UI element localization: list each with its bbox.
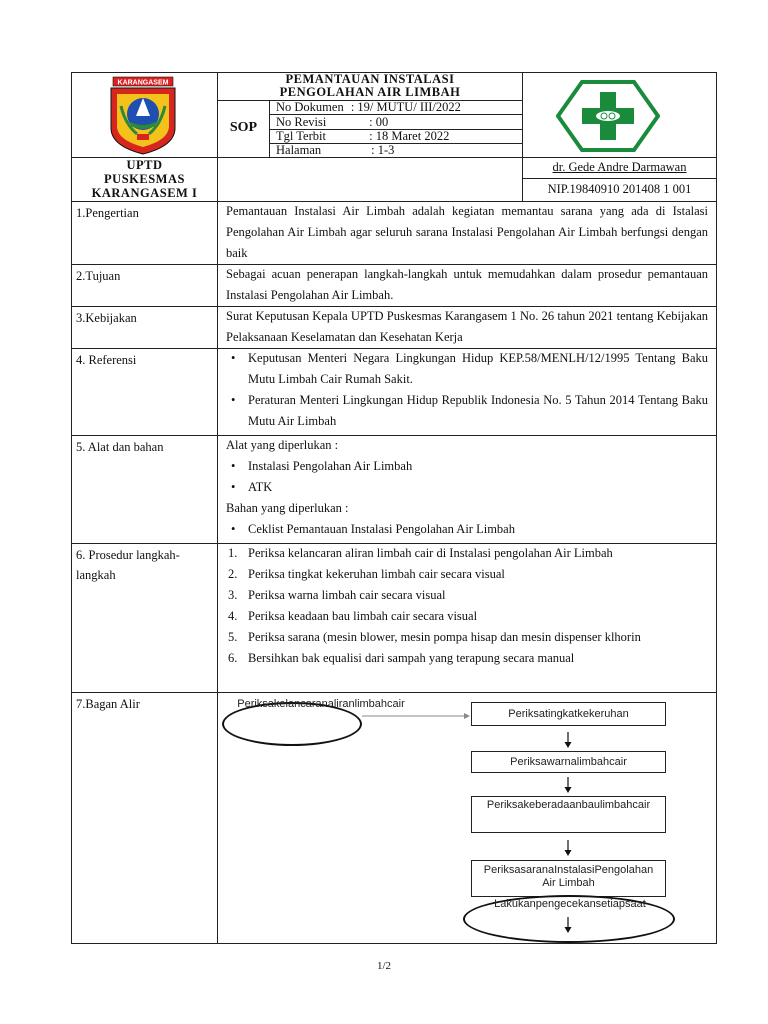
section-list-prosedur bbox=[218, 543, 716, 669]
section-text-pengertian: Pemantauan Instalasi Air Limbah adalah kegiatan memantau sarana yang ada di Istalasi Pengolahan Air Limbah agar seluruh sarana Instalasi Pengolahan Air Limbah berfungsi dengan baik bbox=[226, 204, 708, 260]
list-item bbox=[228, 585, 708, 606]
list-item: • Ceklist Pemantauan Instalasi Pengolahan Air Limbah bbox=[248, 519, 708, 540]
field-value: : 00 bbox=[369, 115, 389, 129]
step-text: Periksa warna limbah cair secara visual bbox=[248, 588, 446, 602]
section-list-alat bbox=[218, 435, 716, 540]
section-label-tujuan: 2.Tujuan bbox=[76, 269, 121, 283]
section-label-prosedur bbox=[72, 543, 217, 587]
alat-heading: Alat yang diperlukan : bbox=[226, 438, 339, 452]
prosedur-label-text: 6. Prosedur langkah-langkah bbox=[76, 548, 180, 582]
step-text: Periksa kelancaran aliran limbah cair di Instalasi pengolahan Air Limbah bbox=[248, 546, 613, 560]
step-text: Periksa tingkat kekeruhan limbah cair secara visual bbox=[248, 567, 505, 581]
list-item bbox=[228, 627, 708, 648]
signer-nip: NIP.19840910 201408 1 001 bbox=[547, 182, 692, 196]
section-label-bagan: 7.Bagan Alir bbox=[76, 697, 140, 711]
doc-field-no-revisi bbox=[276, 115, 521, 129]
section-label-pengertian: 1.Pengertian bbox=[76, 206, 139, 220]
list-item bbox=[228, 543, 708, 564]
step-number: 5. bbox=[228, 630, 238, 644]
flow-box-sarana: PeriksasaranaInstalasiPengolahan Air Limbah bbox=[471, 860, 666, 897]
list-item bbox=[228, 606, 708, 627]
org-line-2: PUSKESMAS bbox=[104, 172, 185, 186]
list-item: • Instalasi Pengolahan Air Limbah bbox=[248, 456, 708, 477]
section-text-kebijakan: Surat Keputusan Kepala UPTD Puskesmas Karangasem 1 No. 26 tahun 2021 tentang Kebijakan Pelaksanaan Keselamatan dan Kesehatan Kerja bbox=[226, 309, 708, 344]
field-label: Halaman bbox=[276, 143, 322, 157]
flow-arrow-2 bbox=[562, 775, 574, 795]
step-text: Periksa sarana (mesin blower, mesin pompa hisap dan mesin dispenser klhorin bbox=[248, 630, 641, 644]
flow-arrow-4 bbox=[562, 915, 574, 935]
doc-field-no-dokumen bbox=[276, 100, 521, 114]
field-value: : 1-3 bbox=[371, 143, 395, 157]
puskesmas-logo bbox=[556, 80, 660, 152]
list-item bbox=[228, 564, 708, 585]
step-text: Periksa keadaan bau limbah cair secara visual bbox=[248, 609, 478, 623]
field-label: Tgl Terbit bbox=[276, 129, 326, 143]
section-label-kebijakan: 3.Kebijakan bbox=[76, 311, 137, 325]
doc-field-tgl-terbit bbox=[276, 129, 521, 143]
doc-field-halaman bbox=[276, 143, 521, 157]
flow-start-text: Periksakelancaranaliranlimbahcair bbox=[237, 698, 405, 710]
list-item: • ATK bbox=[248, 477, 708, 498]
step-number: 2. bbox=[228, 567, 238, 581]
flow-end-text: Lakukanpengecekansetiapsaat bbox=[494, 898, 646, 910]
section-text-tujuan: Sebagai acuan penerapan langkah-langkah untuk memudahkan dalam prosedur pemantauan Instalasi Pengolahan Air Limbah. bbox=[226, 267, 708, 302]
org-line-3: KARANGASEM I bbox=[91, 186, 198, 200]
list-item bbox=[228, 648, 708, 669]
divider bbox=[522, 178, 717, 179]
karangasem-logo bbox=[103, 76, 183, 156]
flow-box-kekeruhan: Periksatingkatkekeruhan bbox=[471, 702, 666, 726]
org-line-1: UPTD bbox=[126, 158, 163, 172]
flow-arrow-3 bbox=[562, 838, 574, 858]
section-label-alat: 5. Alat dan bahan bbox=[76, 440, 164, 454]
bahan-heading: Bahan yang diperlukan : bbox=[226, 501, 349, 515]
field-value: : 19/ MUTU/ III/2022 bbox=[350, 100, 461, 114]
signer-name: dr. Gede Andre Darmawan bbox=[552, 160, 687, 174]
section-list-referensi bbox=[218, 348, 716, 432]
step-number: 3. bbox=[228, 588, 238, 602]
sop-label: SOP bbox=[229, 120, 258, 135]
flow-box-warna: Periksawarnalimbahcair bbox=[471, 751, 666, 773]
list-item: • Keputusan Menteri Negara Lingkungan Hidup KEP.58/MENLH/12/1995 Tentang Baku Mutu Limbah Cair Rumah Sakit. bbox=[248, 348, 708, 390]
field-label: No Dokumen bbox=[276, 100, 344, 114]
step-number: 4. bbox=[228, 609, 238, 623]
page-number: 1/2 bbox=[376, 960, 392, 972]
step-number: 6. bbox=[228, 651, 238, 665]
step-number: 1. bbox=[228, 546, 238, 560]
field-label: No Revisi bbox=[276, 115, 327, 129]
title-line-2: PENGOLAHAN AIR LIMBAH bbox=[279, 85, 461, 99]
title-line-1: PEMANTAUAN INSTALASI bbox=[285, 72, 455, 86]
flow-box-bau: Periksakeberadaanbaulimbahcair bbox=[471, 796, 666, 833]
step-text: Bersihkan bak equalisi dari sampah yang terapung secara manual bbox=[248, 651, 575, 665]
sop-title bbox=[218, 73, 522, 100]
section-label-referensi: 4. Referensi bbox=[76, 353, 137, 367]
logo-text: KARANGASEM bbox=[117, 79, 169, 87]
field-value: : 18 Maret 2022 bbox=[369, 129, 450, 143]
list-item: • Peraturan Menteri Lingkungan Hidup Republik Indonesia No. 5 Tahun 2014 Tentang Baku Mutu Air Limbah bbox=[248, 390, 708, 432]
org-name bbox=[72, 158, 217, 200]
flow-arrow-1 bbox=[562, 730, 574, 750]
flow-connector-start bbox=[360, 708, 472, 720]
